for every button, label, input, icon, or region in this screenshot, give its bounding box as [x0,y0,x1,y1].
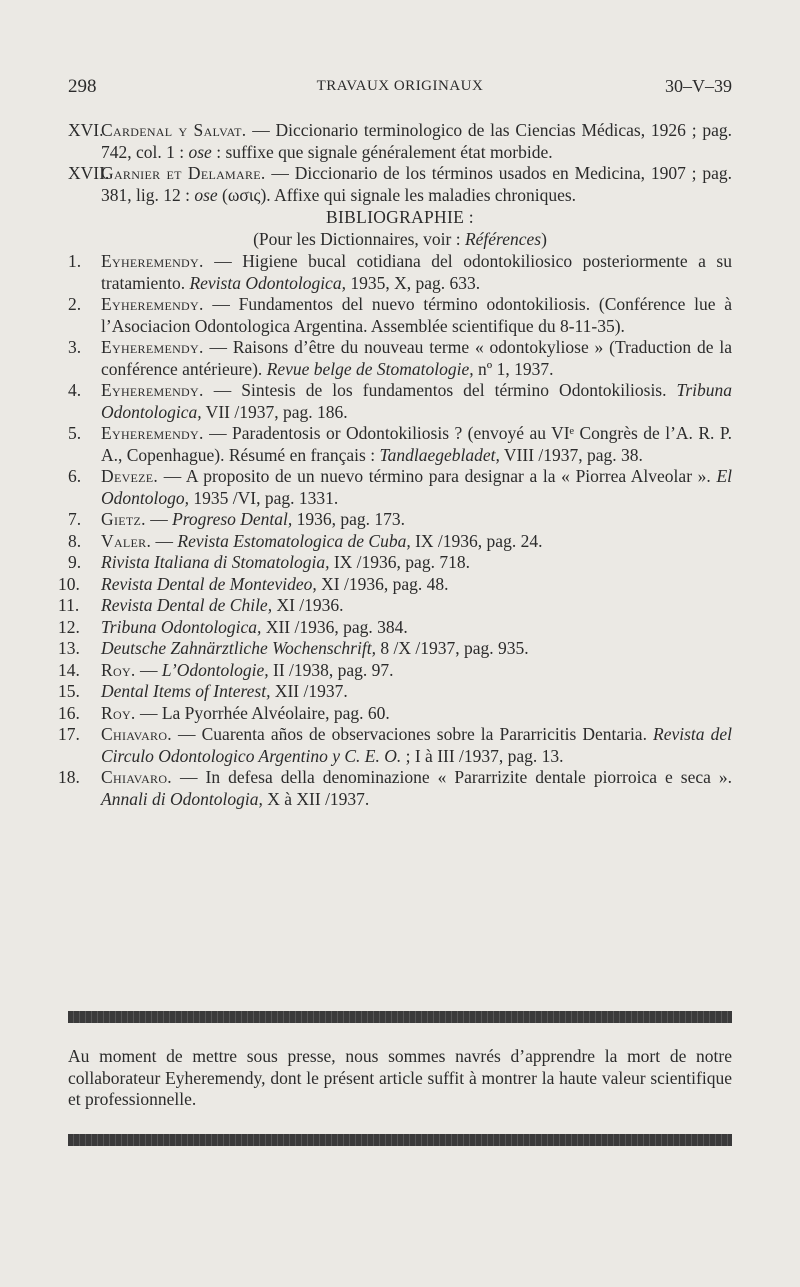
reference-item [68,552,732,574]
reference-item [68,380,732,423]
reference-item [58,616,732,639]
reference-number: 14. [58,659,80,680]
page-number: 298 [68,76,97,97]
reference-number: 6. [68,466,82,486]
reference-body: — [145,509,173,529]
reference-text [101,681,732,703]
reference-body: — La Pyorrhée Alvéolaire, pag. 60. [135,702,390,723]
reference-text [101,380,732,423]
reference-author: Gietz. [101,509,146,529]
reference-number: 4. [68,380,82,400]
reference-source: Dental Items of Interest, [101,681,271,701]
black-divider-bottom [68,1134,732,1146]
reference-text [101,531,732,553]
black-divider-top [68,1011,732,1023]
reference-source: Revista Estomatologica de Cuba, [177,530,411,551]
reference-source: Revista Dental de Chile, [101,595,273,615]
reference-text [101,552,732,574]
reference-number: 1. [68,251,82,271]
running-title: TRAVAUX ORIGINAUX [316,78,484,94]
subtitle-italic: Références [464,228,542,249]
reference-item [58,573,732,596]
reference-author: Eyheremendy. [101,380,204,400]
reference-text [101,509,732,531]
reference-number: 17. [58,724,80,744]
reference-details: XI /1936. [272,595,344,615]
reference-text [101,703,732,725]
reference-author: Chiavaro. [101,767,172,787]
reference-item [58,638,732,660]
reference-author: Eyheremendy. [101,423,204,443]
reference-item [68,337,732,380]
article-body [58,120,732,810]
reference-body: — [135,659,162,680]
reference-body: — Higiene bucal cotidiana del odontokiliosico posteriormente a su tratamiento. [101,251,732,293]
reference-text [101,337,732,380]
reference-details: 8 /X /1937, pag. 935. [375,638,529,658]
reference-details: 1936, pag. 173. [292,509,406,529]
reference-text [101,294,732,337]
reference-body: — [151,530,178,551]
entry-numeral: XVII. [68,163,110,183]
entry-text [101,163,732,206]
reference-body: — Sintesis de los fundamentos del término Odontokiliosis. [203,380,677,400]
reference-number: 2. [68,294,82,314]
reference-details: II /1938, pag. 97. [268,659,394,680]
reference-number: 8. [68,530,82,551]
reference-author: Eyheremendy. [101,337,204,357]
reference-item [68,509,732,531]
reference-details: IX /1936, pag. 718. [329,552,470,572]
dictionary-entry [68,120,732,163]
reference-item [58,659,732,682]
reference-number: 3. [68,337,82,357]
reference-text [101,617,732,639]
reference-body: — In defesa della denominazione « Pararrizite dentale piorroica e seca ». [171,767,732,787]
entry-text [101,120,732,163]
reference-details: VIII /1937, pag. 38. [499,444,643,465]
reference-details: XII /1936, pag. 384. [261,616,408,637]
reference-number: 15. [58,681,80,701]
reference-text [101,767,732,810]
reference-item [58,724,732,767]
reference-text [101,423,732,466]
issue-date: 30–V–39 [665,76,732,96]
entry-term: ose [194,184,218,205]
reference-author: Roy. [101,702,136,723]
reference-text [101,638,732,660]
page-header [68,76,732,100]
reference-number: 16. [58,702,80,723]
reference-source: Revista del Circulo Odontologico Argentino y C. E. O. [101,724,732,766]
entry-body: — Diccionario terminologico de las Ciencias Médicas, 1926 ; pag. 742, col. 1 : [101,120,732,162]
reference-author: Roy. [101,659,136,680]
reference-source: Tribuna Odontologica, [101,380,732,422]
reference-text [101,724,732,767]
reference-number: 10. [58,573,80,594]
reference-source: Deutsche Zahnärztliche Wochenschrift, [101,638,376,658]
reference-body: — Cuarenta años de observaciones sobre la Pararricitis Dentaria. [171,724,654,744]
reference-text [101,660,732,682]
obituary-notice: Au moment de mettre sous presse, nous sommes navrés d’apprendre la mort de notre collaborateur Eyheremendy, dont le présent article suffit à montrer la haute valeur scientifique et professionnelle. [68,1046,732,1109]
reference-source: El Odontologo, [101,466,732,508]
reference-text [101,466,732,509]
reference-text [101,595,732,617]
reference-source: Tandlaegebladet, [379,444,500,465]
reference-item [58,681,732,703]
entry-author: Cardenal y Salvat. [101,120,247,140]
reference-item [68,423,732,466]
reference-text [101,251,732,294]
reference-source: L’Odontologie, [161,659,269,680]
reference-number: 9. [68,552,82,572]
reference-source: Annali di Odontologia, [101,788,263,809]
reference-source: Revista Dental de Montevideo, [101,573,317,594]
reference-details: X à XII /1937. [262,788,370,809]
reference-author: Valer. [101,530,152,551]
reference-list [58,251,732,810]
entry-numeral: XVI. [68,120,104,140]
reference-item [68,251,732,294]
reference-body: — Fundamentos del nuevo término odontokiliosis. (Conférence lue à l’Asociacion Odontologica Argentina. Assemblée scientifique du 8-11-35). [101,294,732,336]
subtitle-post: ) [541,228,547,249]
reference-number: 18. [58,767,80,787]
entry-tail: (ωσις). Affixe qui signale les maladies chroniques. [217,184,577,205]
reference-details: VII /1937, pag. 186. [201,401,348,422]
reference-item [58,595,732,617]
reference-author: Eyheremendy. [101,294,204,314]
reference-author: Chiavaro. [101,724,172,744]
reference-item [68,294,732,337]
reference-author: Eyheremendy. [101,251,204,271]
reference-item [58,702,732,725]
reference-body: — A proposito de un nuevo término para designar a la « Piorrea Alveolar ». [158,466,717,486]
bibliography-heading: BIBLIOGRAPHIE : [326,207,474,227]
reference-item [58,767,732,810]
reference-source: Progreso Dental, [172,509,293,529]
reference-details: ; I à III /1937, pag. 13. [401,745,564,766]
reference-details: nº 1, 1937. [473,358,554,379]
subtitle-pre: (Pour les Dictionnaires, voir : [253,228,465,249]
reference-source: Revue belge de Stomatologie, [266,358,474,379]
reference-details: XI /1936, pag. 48. [316,573,449,594]
reference-source: Revista Odontologica, [189,272,346,293]
reference-details: IX /1936, pag. 24. [410,530,543,551]
entry-tail: : suffixe que signale généralement état morbide. [211,141,553,162]
entry-body: — Diccionario de los términos usados en Medicina, 1907 ; pag. 381, lig. 12 : [101,163,732,205]
reference-item [68,531,732,553]
reference-number: 11. [58,595,80,615]
reference-item [68,466,732,509]
reference-body: — Paradentosis or Odontokiliosis ? (envoyé au VIᵉ Congrès de l’A. R. P. A., Copenhague). Résumé en français : [101,423,732,465]
reference-source: Tribuna Odontologica, [101,616,262,637]
reference-body: — Raisons d’être du nouveau terme « odontokyliose » (Traduction de la conférence antérieure). [101,337,732,379]
reference-number: 5. [68,423,82,443]
reference-number: 12. [58,616,80,637]
reference-details: 1935 /VI, pag. 1331. [189,487,339,508]
reference-text [101,574,732,596]
reference-details: 1935, X, pag. 633. [345,272,481,293]
bibliography-subtitle [68,229,732,251]
dictionary-entry [68,163,732,206]
reference-author: Deveze. [101,466,159,486]
reference-number: 7. [68,509,82,529]
reference-details: XII /1937. [270,681,348,701]
entry-author: Garnier et Delamare. [101,163,266,183]
reference-source: Rivista Italiana di Stomatologia, [101,552,330,572]
reference-number: 13. [58,638,80,658]
entry-term: ose [188,141,212,162]
